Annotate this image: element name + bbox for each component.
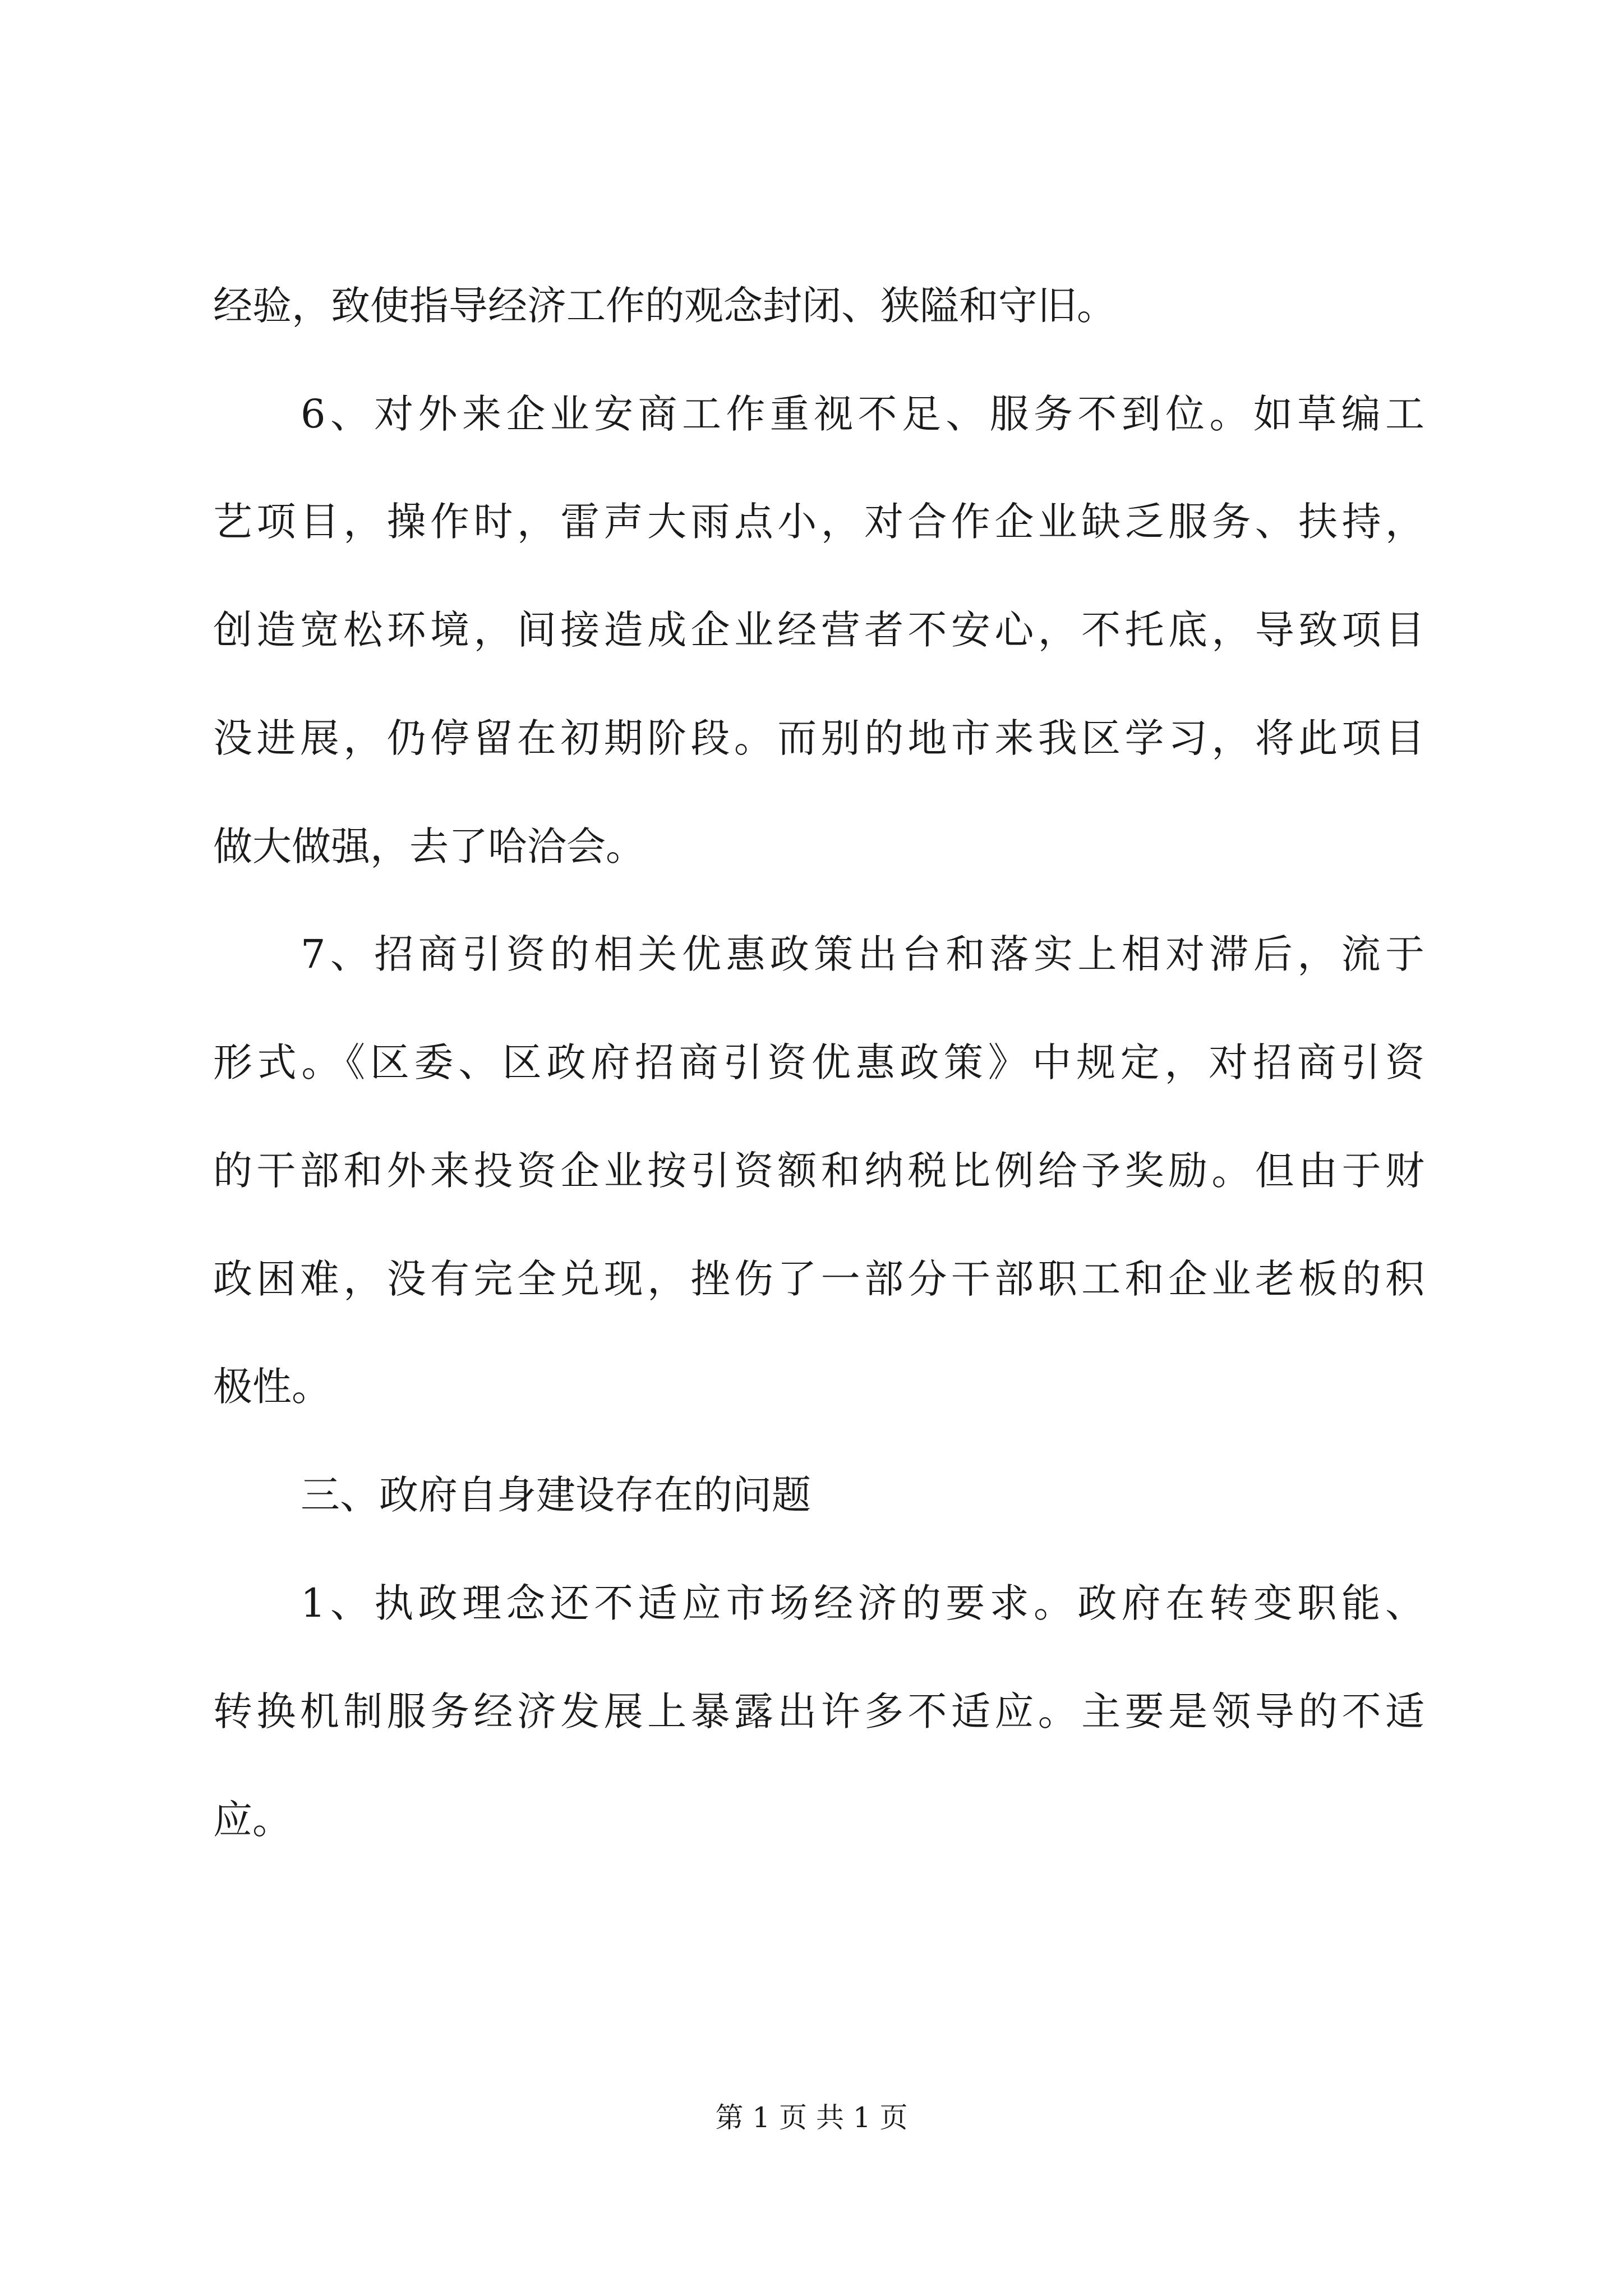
page-number-footer: 第 1 页 共 1 页 [715, 2101, 908, 2134]
text-line: 的干部和外来投资企业按引资额和纳税比例给予奖励。但由于财 [213, 1148, 1424, 1194]
text-line: 转换机制服务经济发展上暴露出许多不适应。主要是领导的不适 [213, 1688, 1424, 1734]
text-line: 做大做强，去了哈洽会。 [213, 823, 645, 869]
text-line: 艺项目，操作时，雷声大雨点小，对合作企业缺乏服务、扶持， [213, 499, 1424, 545]
text-line: 没进展，仍停留在初期阶段。而别的地市来我区学习，将此项目 [213, 715, 1424, 761]
text-line: 政困难，没有完全兑现，挫伤了一部分干部职工和企业老板的积 [213, 1256, 1424, 1302]
text-line: 极性。 [213, 1364, 331, 1410]
text-line: 1、执政理念还不适应市场经济的要求。政府在转变职能、 [301, 1580, 1424, 1626]
text-line: 应。 [213, 1797, 292, 1843]
text-line: 创造宽松环境，间接造成企业经营者不安心，不托底，导致项目 [213, 607, 1424, 653]
section-heading: 三、政府自身建设存在的问题 [301, 1472, 811, 1518]
text-line: 6、对外来企业安商工作重视不足、服务不到位。如草编工 [301, 391, 1424, 437]
text-line: 经验，致使指导经济工作的观念封闭、狭隘和守旧。 [213, 283, 1116, 329]
text-line: 形式。《区委、区政府招商引资优惠政策》中规定，对招商引资 [213, 1039, 1424, 1085]
text-line: 7、招商引资的相关优惠政策出台和落实上相对滞后，流于 [301, 931, 1424, 977]
